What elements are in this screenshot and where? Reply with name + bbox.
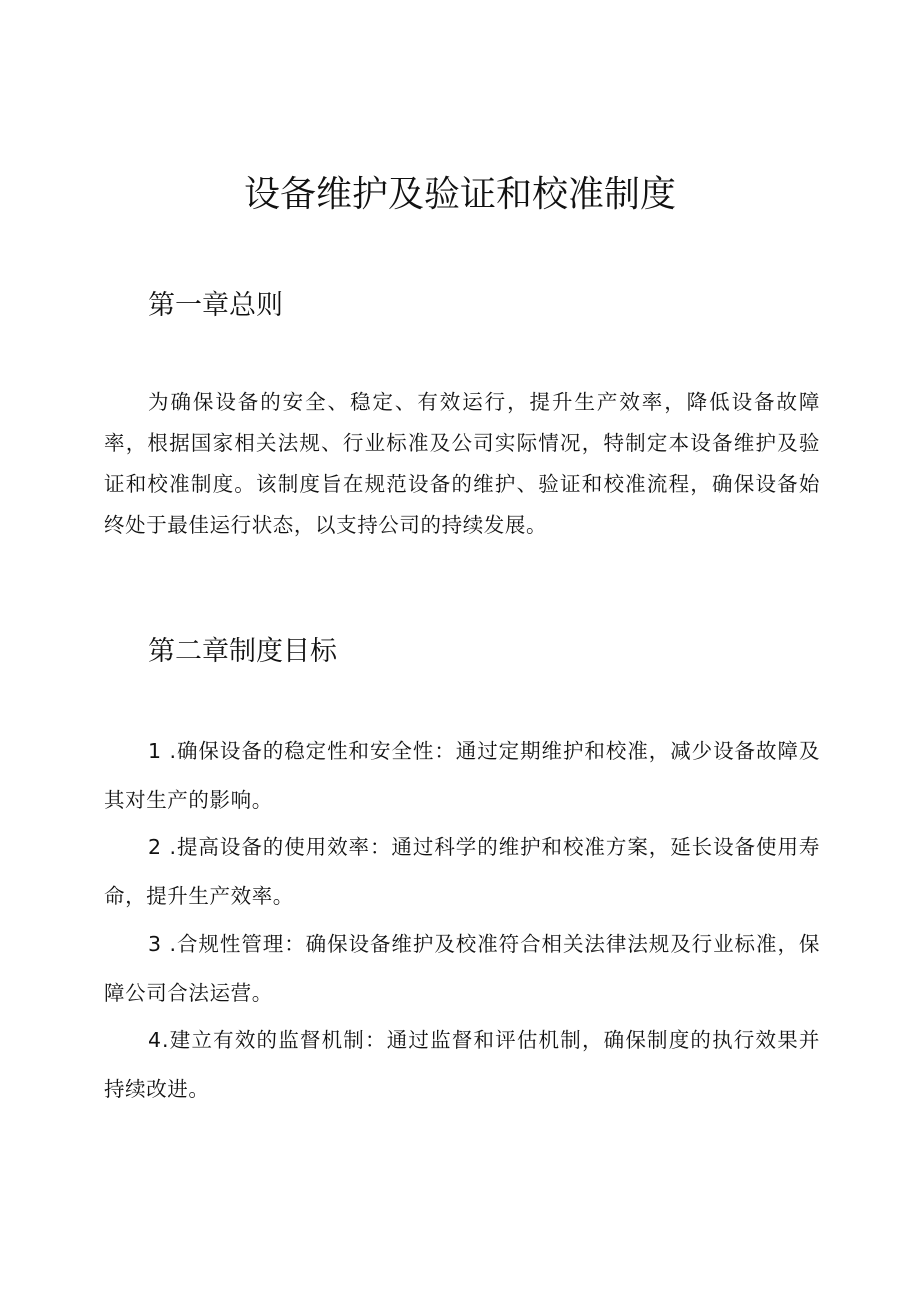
goal-number: 1 bbox=[148, 739, 163, 763]
goal-item bbox=[104, 1016, 820, 1114]
goal-text: .合规性管理：确保设备维护及校准符合相关法律法规及行业标准，保障公司合法运营。 bbox=[104, 932, 820, 1005]
chapter-2-heading: 第二章制度目标 bbox=[148, 636, 337, 667]
goal-text: .提高设备的使用效率：通过科学的维护和校准方案，延长设备使用寿命，提升生产效率。 bbox=[104, 835, 820, 908]
chapter-1-heading: 第一章总则 bbox=[148, 290, 283, 321]
goal-item bbox=[104, 727, 820, 825]
chapter-1-paragraph: 为确保设备的安全、稳定、有效运行，提升生产效率，降低设备故障率，根据国家相关法规、行业标准及公司实际情况，特制定本设备维护及验证和校准制度。该制度旨在规范设备的维护、验证和校准流程，确保设备始终处于最佳运行状态，以支持公司的持续发展。 bbox=[104, 390, 820, 537]
document-title: 设备维护及验证和校准制度 bbox=[243, 174, 676, 215]
goal-number: 2 bbox=[148, 835, 163, 859]
goal-number: 3 bbox=[148, 932, 163, 956]
goal-text: .建立有效的监督机制：通过监督和评估机制，确保制度的执行效果并持续改进。 bbox=[104, 1028, 820, 1101]
goal-item bbox=[104, 823, 820, 921]
goal-number: 4 bbox=[148, 1028, 163, 1052]
goal-item bbox=[104, 920, 820, 1018]
goal-text: .确保设备的稳定性和安全性：通过定期维护和校准，减少设备故障及其对生产的影响。 bbox=[104, 739, 820, 812]
